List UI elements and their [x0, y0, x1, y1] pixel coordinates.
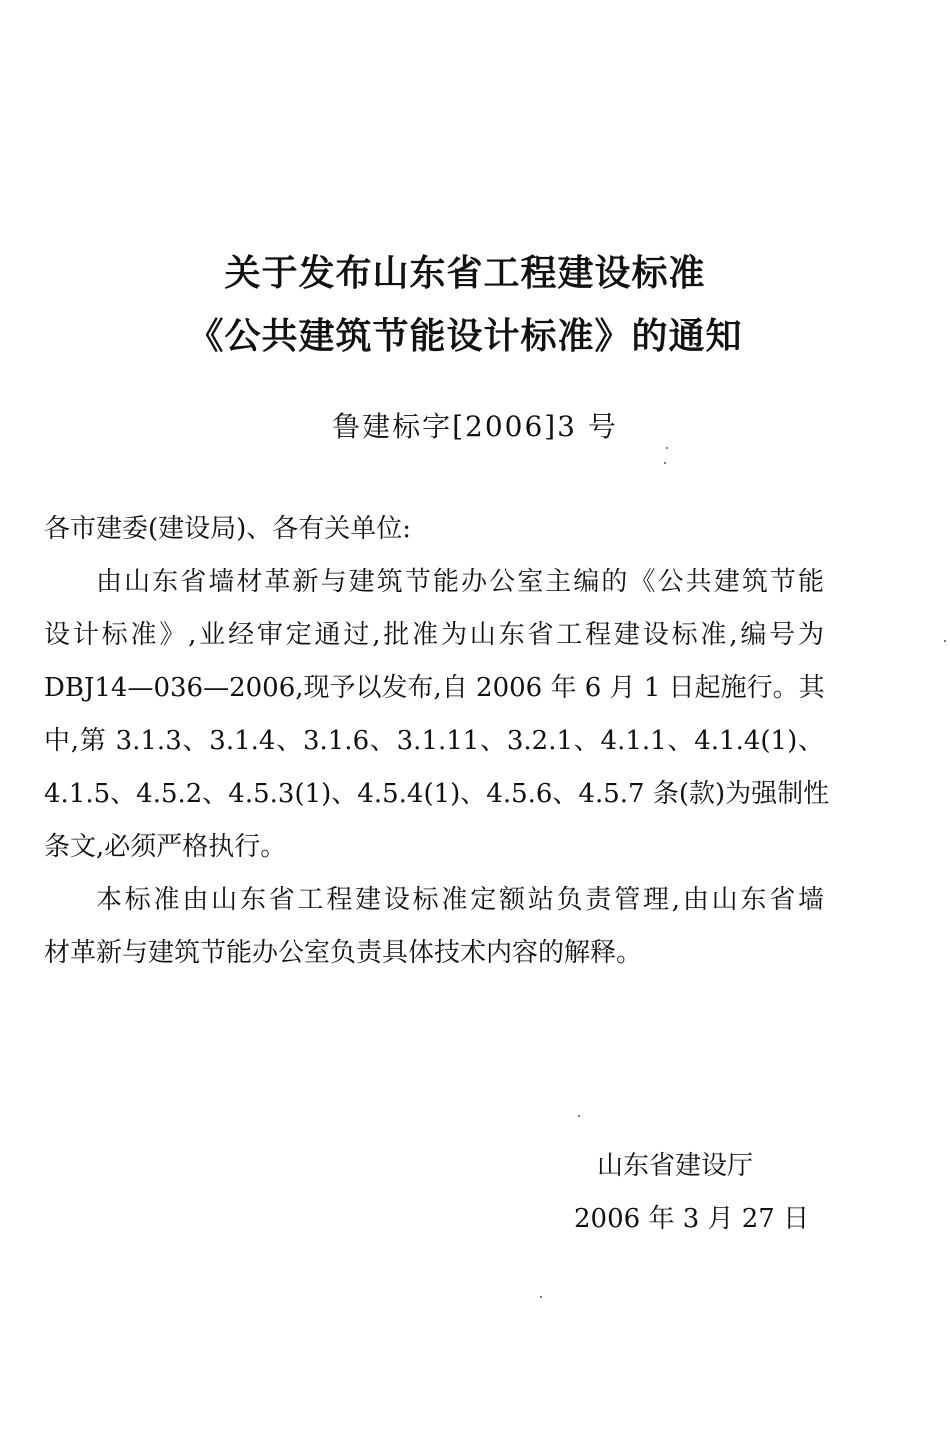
paragraph1-line: 设计标准》,业经审定通过,批准为山东省工程建设标准,编号为: [44, 620, 824, 650]
scan-speck: [666, 447, 668, 449]
scan-speck: [578, 1115, 580, 1117]
salutation: 各市建委(建设局)、各有关单位:: [44, 514, 412, 544]
notice-title-line-2: 《公共建筑节能设计标准》的通知: [187, 316, 743, 357]
document-number: 鲁建标字[2006]3 号: [332, 410, 618, 443]
paragraph2-line: 材革新与建筑节能办公室负责具体技术内容的解释。: [44, 938, 643, 968]
signature-date: 2006 年 3 月 27 日: [574, 1204, 810, 1234]
scan-speck: [944, 640, 946, 642]
scan-speck: [664, 462, 666, 464]
paragraph2-line: 本标准由山东省工程建设标准定额站负责管理,由山东省墙: [96, 885, 824, 915]
notice-title-line-1: 关于发布山东省工程建设标准: [224, 253, 706, 294]
scan-speck: [540, 1296, 542, 1298]
paragraph1-line: 4.1.5、4.5.2、4.5.3(1)、4.5.4(1)、4.5.6、4.5.7 条(款)为强制性: [44, 779, 830, 809]
paragraph1-line: DBJ14—036—2006,现予以发布,自 2006 年 6 月 1 日起施行。其: [44, 673, 825, 703]
paragraph1-line: 中,第 3.1.3、3.1.4、3.1.6、3.1.11、3.2.1、4.1.1、4.1.4(1)、: [44, 726, 824, 756]
paragraph1-line: 条文,必须严格执行。: [44, 832, 287, 862]
paragraph1-line: 由山东省墙材革新与建筑节能办公室主编的《公共建筑节能: [96, 567, 824, 597]
signature-organization: 山东省建设厅: [597, 1151, 754, 1181]
